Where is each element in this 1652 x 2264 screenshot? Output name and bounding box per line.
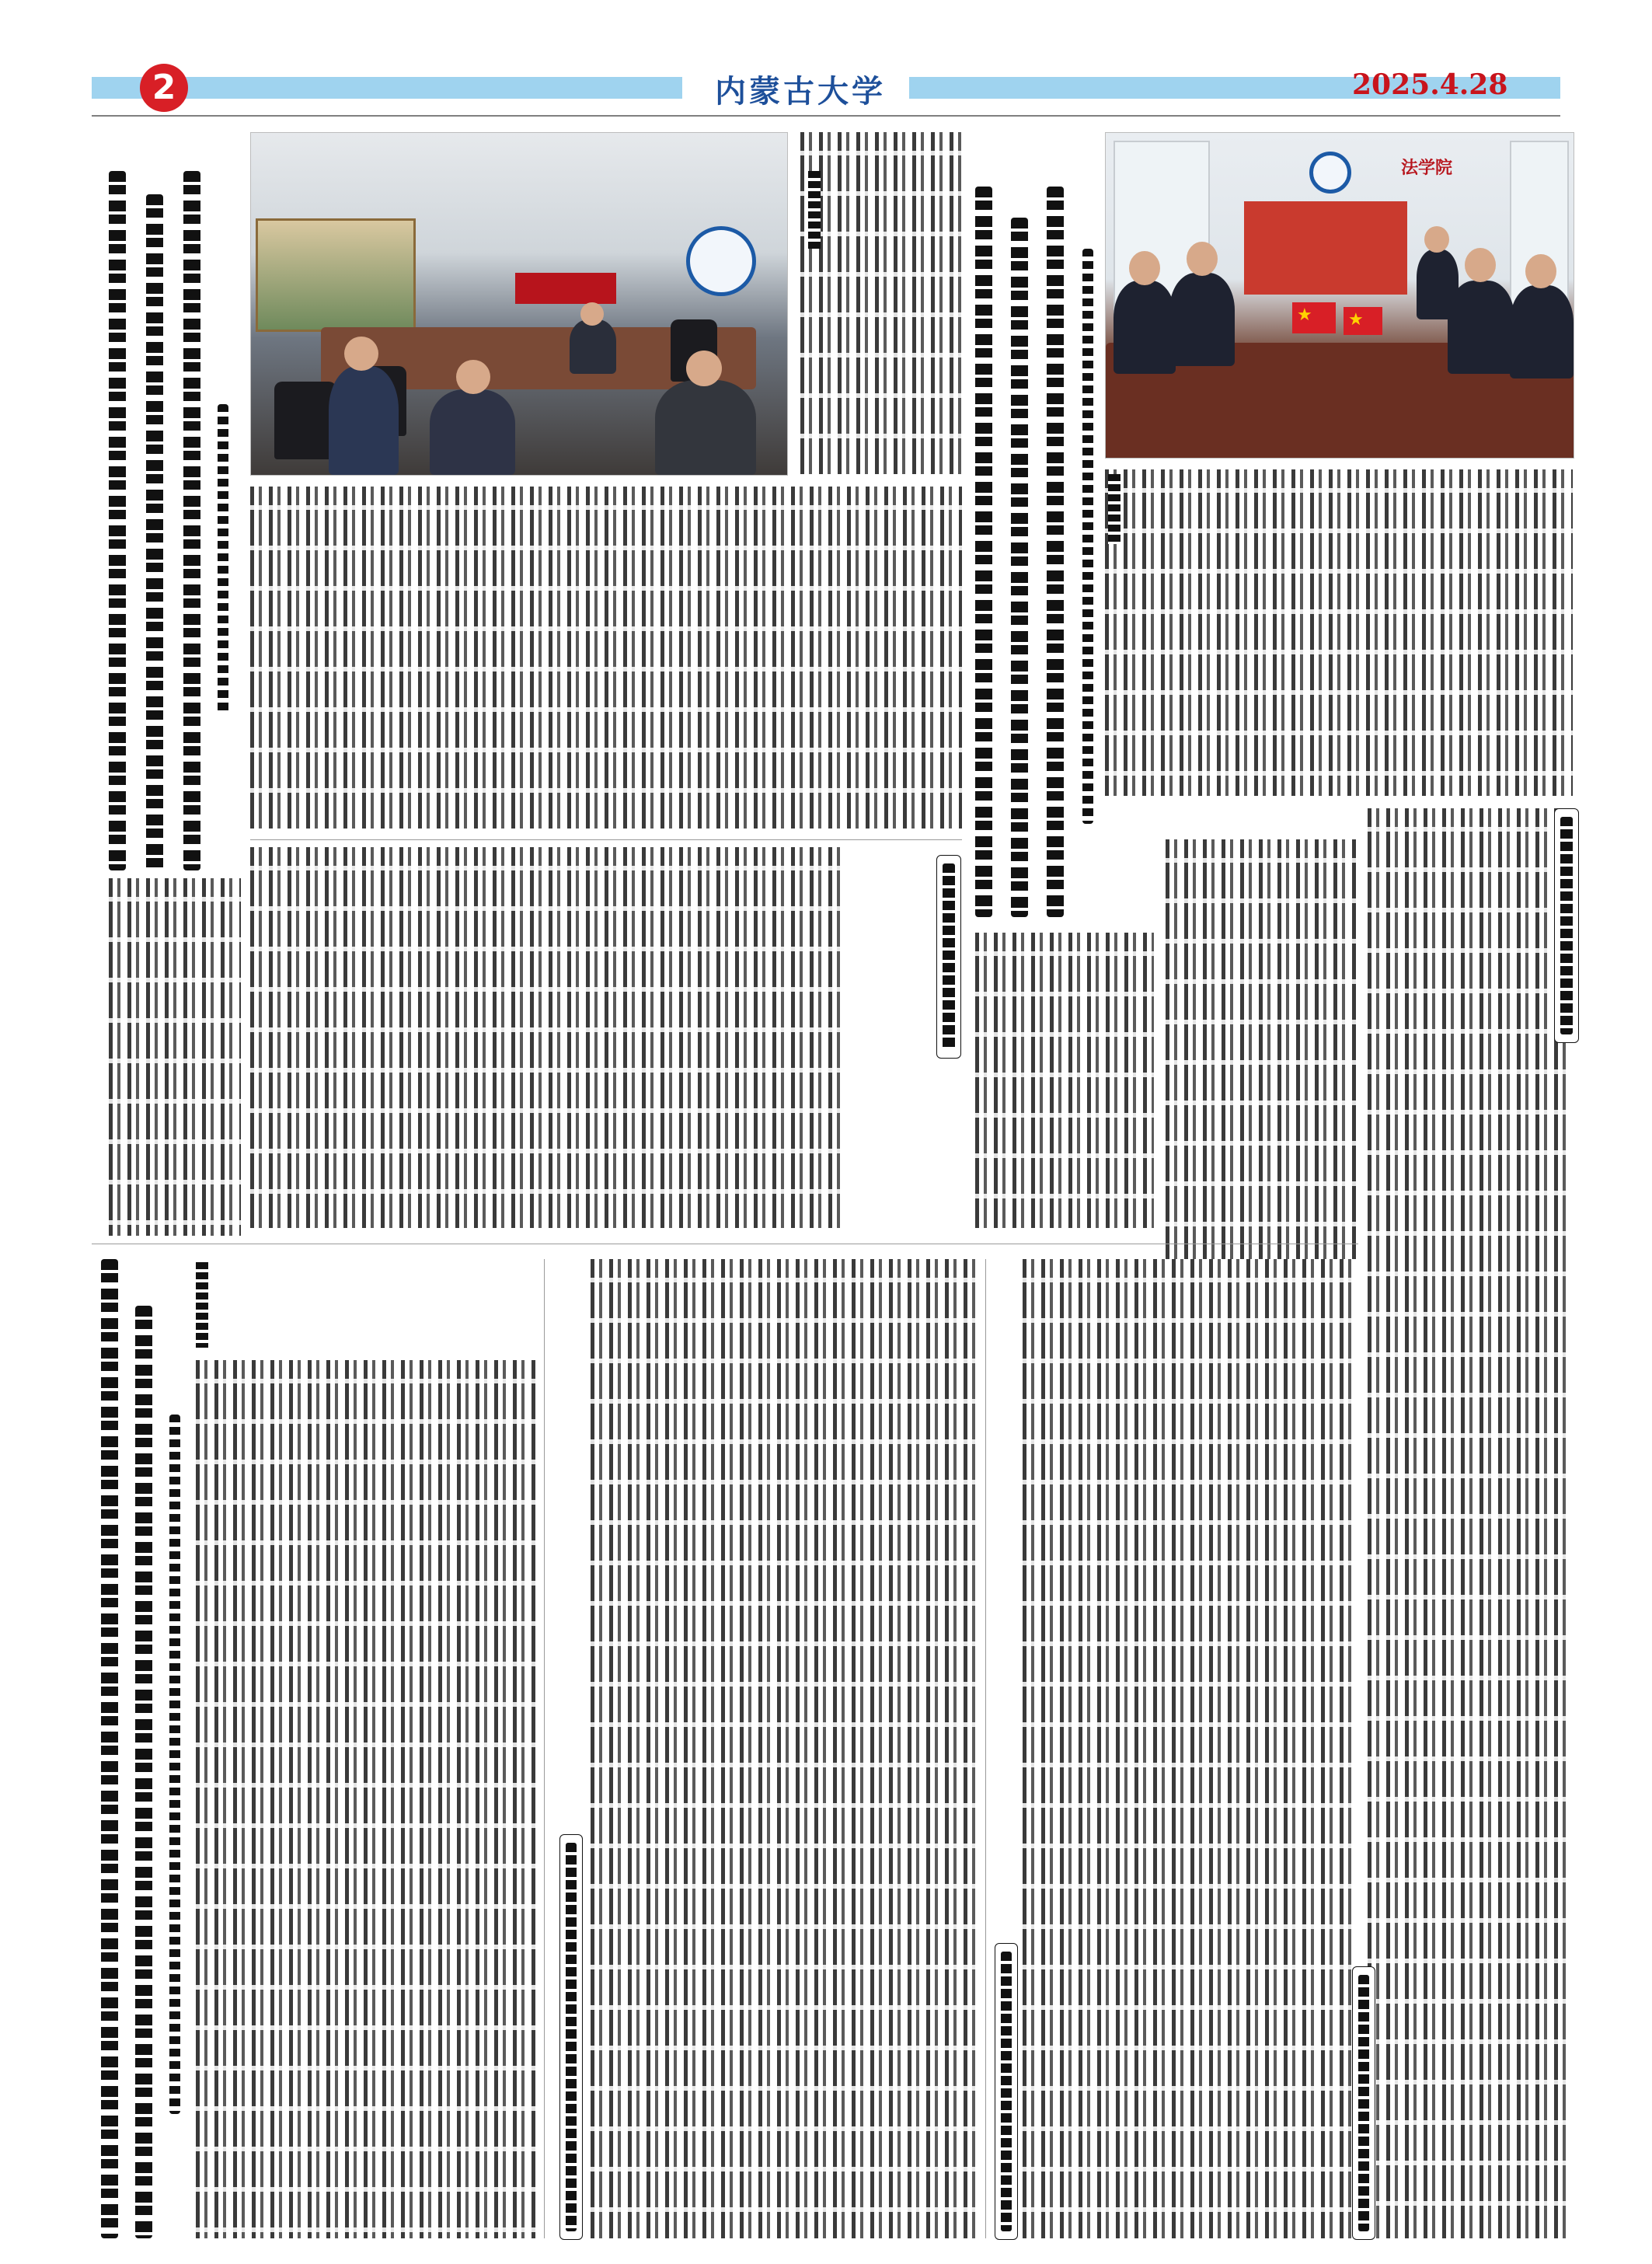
university-seal-icon: [686, 226, 756, 296]
article2-headline: [109, 171, 233, 870]
article2-body-bottom: [250, 847, 841, 1228]
article1-body-right: [1368, 808, 1573, 2238]
article3-subheading-3: [1352, 1966, 1375, 2240]
masthead-title: 内蒙古大学: [715, 73, 886, 110]
article3-column-rule: [985, 1259, 986, 2238]
article1-byline: [1108, 474, 1121, 544]
flag-icon: [1344, 307, 1382, 335]
article3-subheading-1: [559, 1834, 583, 2240]
article1-body-lower: [975, 933, 1154, 1228]
article2-body-left: [109, 878, 241, 1236]
article2-body-right: [800, 132, 962, 474]
university-seal-icon: [1309, 152, 1351, 194]
article3-column-1: [196, 1360, 538, 2238]
article1-photo: [1105, 132, 1574, 459]
article2-byline: [808, 171, 821, 249]
article1-body-upper: [1105, 469, 1573, 796]
page-header: [0, 0, 1652, 124]
article2-photo: [250, 132, 788, 476]
article3-column-2: [591, 1259, 979, 2238]
article2-subheading: [936, 855, 961, 1059]
article1-subheading: [1554, 808, 1579, 1043]
wall-sign: 法学院: [1401, 158, 1453, 178]
flag-icon: [1292, 302, 1336, 333]
page-number-badge: 2: [140, 64, 188, 112]
article1-headline: [975, 187, 1100, 917]
issue-date: 2025.4.28: [1352, 68, 1508, 101]
article3-byline: [196, 1262, 208, 1348]
article2-body-lower: [250, 487, 962, 829]
article3-subheading-2: [995, 1943, 1018, 2240]
article3-headline: [101, 1259, 186, 2238]
article2-separator: [250, 839, 962, 840]
header-rule: [92, 115, 1560, 117]
article3-column-3: [1023, 1259, 1357, 2238]
article3-column-rule: [544, 1259, 545, 2238]
